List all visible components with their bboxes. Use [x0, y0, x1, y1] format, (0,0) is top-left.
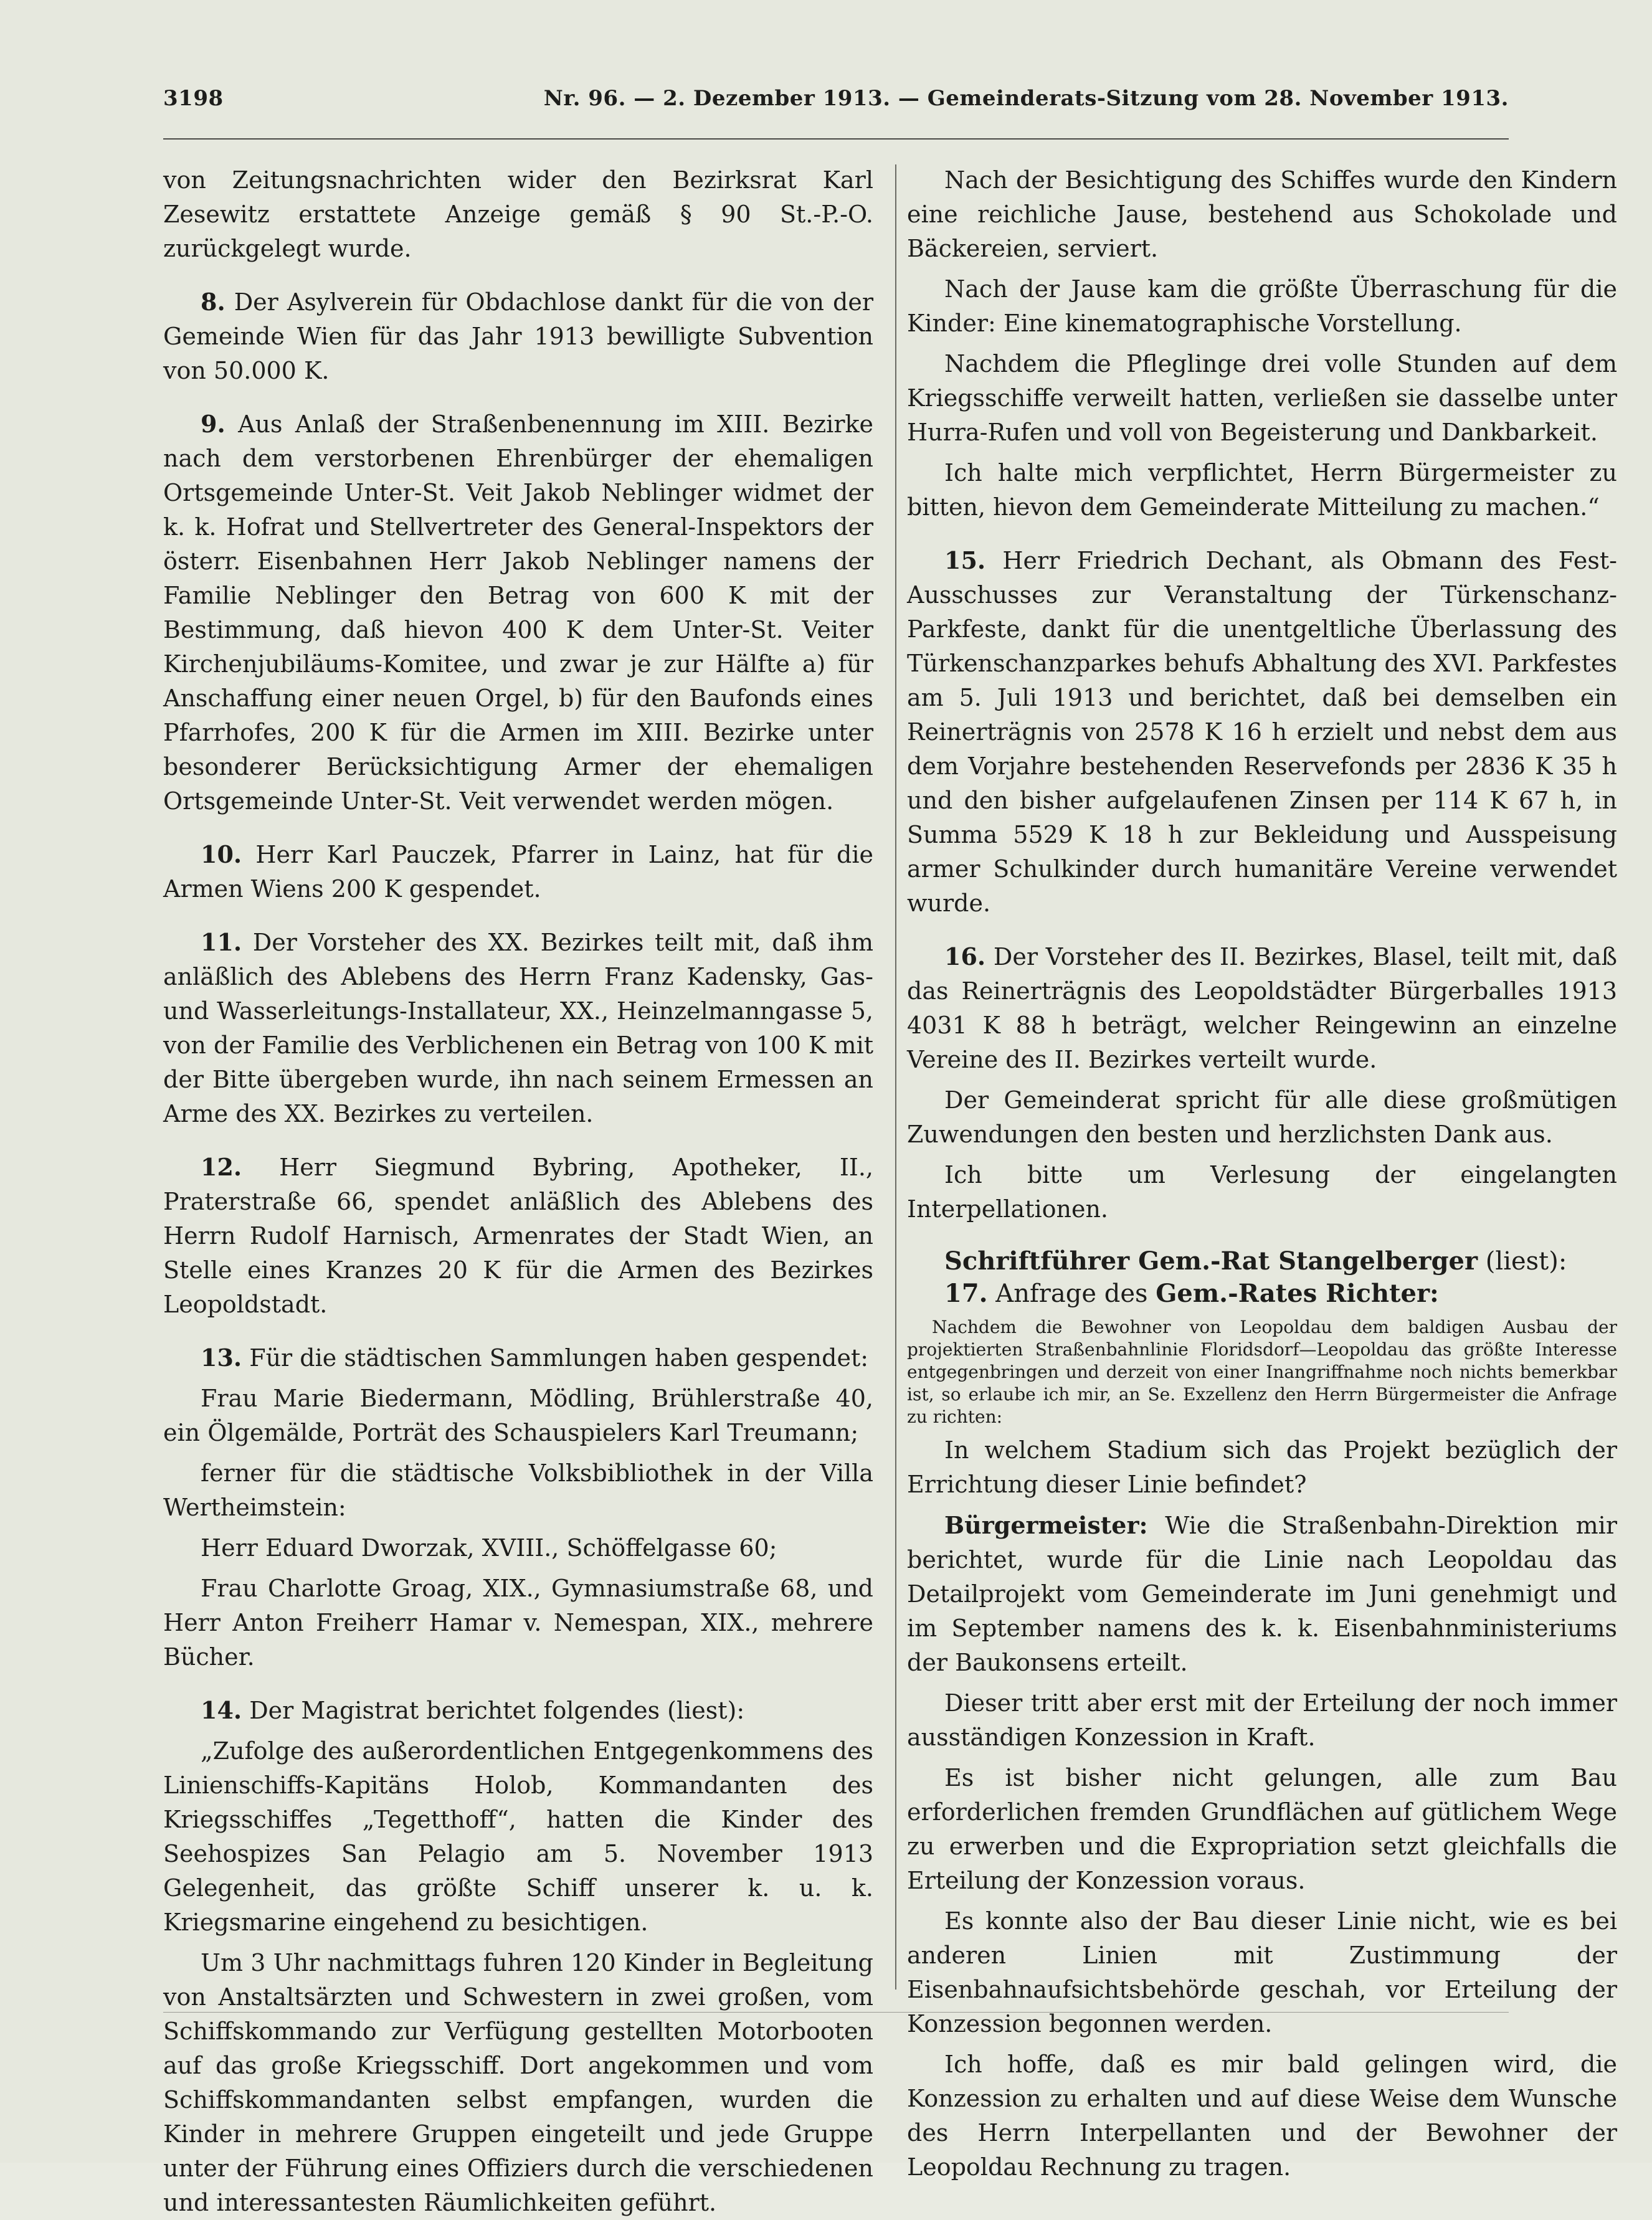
- item-number: 14.: [201, 1696, 242, 1724]
- item-number: 13.: [201, 1344, 242, 1372]
- item-text: Der Magistrat berichtet folgendes (liest):: [242, 1697, 745, 1724]
- item-13: [163, 1340, 873, 1375]
- report-paragraph: Nach der Besichtigung des Schiffes wurde den Kindern eine reichliche Jause, bestehend aus Schokolade und Bäckereien, serviert.: [907, 166, 1617, 262]
- item-text: Der Asylverein für Obdachlose dankt für die von der Gemeinde Wien für das Jahr 1913 bewilligte Subvention von 50.000 K.: [163, 288, 873, 384]
- donation-line: ferner für die städtische Volksbibliothek in der Villa Wertheimstein:: [163, 1459, 873, 1521]
- item-11: [163, 925, 873, 1131]
- report-paragraph: Nachdem die Pfleglinge drei volle Stunden auf dem Kriegsschiffe verweilt hatten, verließen sie dasselbe unter Hurra-Rufen und voll von Begeisterung und Dankbarkeit.: [907, 350, 1617, 446]
- item-number: 15.: [944, 546, 986, 574]
- speaker-label: Bürgermeister:: [944, 1511, 1148, 1539]
- column-divider: [895, 164, 896, 1990]
- interpellation-question: In welchem Stadium sich das Projekt bezüglich der Errichtung dieser Linie befindet?: [907, 1436, 1617, 1498]
- item-number: 11.: [201, 928, 242, 956]
- item-number: 10.: [201, 840, 242, 868]
- running-head: Nr. 96. — 2. Dezember 1913. — Gemeinderats-Sitzung vom 28. November 1913.: [543, 86, 1509, 111]
- item-number: 12.: [201, 1153, 242, 1181]
- item-text: Herr Karl Pauczek, Pfarrer in Lainz, hat für die Armen Wiens 200 K gespendet.: [163, 841, 873, 903]
- item-text: Herr Siegmund Bybring, Apotheker, II., Praterstraße 66, spendet anläßlich des Ablebens des Herrn Rudolf Harnisch, Armenrates der Stadt Wien, an Stelle eines Kranzes 20 K für die Armen des Bezirkes Leopoldstadt.: [163, 1154, 873, 1318]
- report-paragraph: „Zufolge des außerordentlichen Entgegenkommens des Linienschiffs-Kapitäns Holob, Kommandanten des Kriegsschiffes „Tegetthoff“, hatten die Kinder des Seehospizes San Pelagio am 5. November 1913 Gelegenheit, das größte Schiff unserer k. u. k. Kriegsmarine eingehend zu besichtigen.: [163, 1737, 873, 1936]
- item-text: Der Vorsteher des XX. Bezirkes teilt mit, daß ihm anläßlich des Ablebens des Herrn Franz Kadensky, Gas- und Wasserleitungs-Installateur, XX., Heinzelmanngasse 5, von der Familie des Verblichenen ein Betrag von 100 K mit der Bitte übergeben wurde, ihn nach seinem Ermessen an Arme des XX. Bezirkes zu verteilen.: [163, 929, 873, 1127]
- donation-line: Frau Marie Biedermann, Mödling, Brühlerstraße 40, ein Ölgemälde, Porträt des Schauspielers Karl Treumann;: [163, 1385, 873, 1446]
- item-text: Aus Anlaß der Straßenbenennung im XIII. Bezirke nach dem verstorbenen Ehrenbürger der ehemaligen Ortsgemeinde Unter-St. Veit Jakob Neblinger widmet der k. k. Hofrat und Stellvertreter des General-Inspektors der österr. Eisenbahnen Herr Jakob Neblinger namens der Familie Neblinger den Betrag von 600 K mit der Bestimmung, daß hievon 400 K dem Unter-St. Veiter Kirchenjubiläums-Komitee, und zwar je zur Hälfte a) für Anschaffung einer neuen Orgel, b) für den Baufonds eines Pfarrhofes, 200 K für die Armen im XIII. Bezirke unter besonderer Berücksichtigung Armer der ehemaligen Ortsgemeinde Unter-St. Veit verwendet werden mögen.: [163, 410, 873, 815]
- item-number: 9.: [201, 410, 225, 438]
- item-number: 8.: [201, 288, 225, 316]
- paragraph-continuation: von Zeitungsnachrichten wider den Bezirksrat Karl Zesewitz erstattete Anzeige gemäß § 90 St.-P.-O. zurückgelegt wurde.: [163, 166, 873, 262]
- item-text: Für die städtischen Sammlungen haben gespendet:: [242, 1344, 869, 1372]
- report-paragraph: Um 3 Uhr nachmittags fuhren 120 Kinder in Begleitung von Anstaltsärzten und Schwestern in zwei großen, vom Schiffskommando zur Verfügung gestellten Motorbooten auf das große Kriegsschiff. Dort angekommen und vom Schiffskommandanten selbst empfangen, wurden die Kinder in mehrere Gruppen eingeteilt und jede Gruppe unter der Führung eines Offiziers durch die verschiedenen und interessantesten Räumlichkeiten geführt.: [163, 1949, 873, 2216]
- left-column: [163, 163, 873, 2220]
- report-paragraph: Ich halte mich verpflichtet, Herrn Bürgermeister zu bitten, hievon dem Gemeinderate Mitteilung zu machen.“: [907, 459, 1617, 521]
- heading-text: Anfrage des: [987, 1279, 1156, 1308]
- report-paragraph: Nach der Jause kam die größte Überraschung für die Kinder: Eine kinematographische Vorstellung.: [907, 275, 1617, 337]
- header-rule: [163, 138, 1509, 140]
- donation-line: Herr Eduard Dworzak, XVIII., Schöffelgasse 60;: [201, 1534, 777, 1562]
- mayor-reply: [907, 1508, 1617, 1680]
- item-15: [907, 543, 1617, 921]
- item-12: [163, 1150, 873, 1322]
- item-number: 17.: [944, 1279, 988, 1308]
- heading-speaker: Gem.-Rates Richter:: [1156, 1279, 1439, 1308]
- item-text: Herr Friedrich Dechant, als Obmann des Fest-Ausschusses zur Veranstaltung der Türkenschanz-Parkfeste, dankt für die unentgeltliche Überlassung des Türkenschanzparkes behufs Abhaltung des XVI. Parkfestes am 5. Juli 1913 und berichtet, daß bei demselben ein Reinerträgnis von 2578 K 16 h erzielt und nebst dem aus dem Vorjahre bestehenden Reservefonds per 2836 K 35 h und den bisher aufgelaufenen Zinsen per 114 K 67 h, in Summa 5529 K 18 h zur Bekleidung und Ausspeisung armer Schulkinder durch humanitäre Vereine verwendet wurde.: [907, 547, 1617, 917]
- interpellation-heading: [907, 1278, 1617, 1310]
- item-9: [163, 407, 873, 818]
- thanks-paragraph: Der Gemeinderat spricht für alle diese großmütigen Zuwendungen den besten und herzlichsten Dank aus.: [907, 1086, 1617, 1148]
- heading-speaker: Schriftführer Gem.-Rat Stangelberger: [944, 1246, 1478, 1276]
- item-number: 16.: [944, 942, 986, 970]
- page-number: 3198: [163, 86, 224, 111]
- donation-line: Frau Charlotte Groag, XIX., Gymnasiumstraße 68, und Herr Anton Freiherr Hamar v. Nemespan, XIX., mehrere Bücher.: [163, 1575, 873, 1671]
- request-paragraph: Ich bitte um Verlesung der eingelangten Interpellationen.: [907, 1161, 1617, 1223]
- item-16: [907, 939, 1617, 1077]
- reply-paragraph: Es ist bisher nicht gelungen, alle zum Bau erforderlichen fremden Grundflächen auf gütlichem Wege zu erwerben und die Expropriation setzt gleichfalls die Erteilung der Konzession voraus.: [907, 1764, 1617, 1894]
- item-8: [163, 285, 873, 388]
- right-column: [907, 163, 1617, 2184]
- item-14: [163, 1693, 873, 1728]
- heading-note: (liest):: [1478, 1247, 1567, 1276]
- item-text: Der Vorsteher des II. Bezirkes, Blasel, teilt mit, daß das Reinerträgnis des Leopoldstädter Bürgerballes 1913 4031 K 88 h beträgt, welcher Reingewinn an einzelne Vereine des II. Bezirkes verteilt wurde.: [907, 943, 1617, 1073]
- section-heading: [907, 1245, 1617, 1278]
- page-header: [163, 86, 1509, 118]
- reply-paragraph: Es konnte also der Bau dieser Linie nicht, wie es bei anderen Linien mit Zustimmung der Eisenbahnaufsichtsbehörde geschah, vor Erteilung der Konzession begonnen werden.: [907, 1907, 1617, 2037]
- reply-paragraph: Ich hoffe, daß es mir bald gelingen wird, die Konzession zu erhalten und auf diese Weise dem Wunsche des Herrn Interpellanten und der Bewohner der Leopoldau Rechnung zu tragen.: [907, 2051, 1617, 2181]
- bottom-rule: [163, 2012, 1509, 2013]
- item-10: [163, 837, 873, 906]
- reply-paragraph: Dieser tritt aber erst mit der Erteilung der noch immer ausständigen Konzession in Kraft.: [907, 1689, 1617, 1751]
- reply-text: Wie die Straßenbahn-Direktion mir berichtet, wurde für die Linie nach Leopoldau das Detailprojekt vom Gemeinderate im Juni genehmigt und im September namens des k. k. Eisenbahnministeriums der Baukonsens erteilt.: [907, 1512, 1617, 1676]
- interpellation-text: Nachdem die Bewohner von Leopoldau dem baldigen Ausbau der projektierten Straßenbahnlinie Floridsdorf—Leopoldau das größte Interesse entgegenbringen und derzeit von einer Inangriffnahme noch nichts bemerkbar ist, so erlaube ich mir, an Se. Exzellenz den Herrn Bürgermeister die Anfrage zu richten:: [907, 1317, 1617, 1427]
